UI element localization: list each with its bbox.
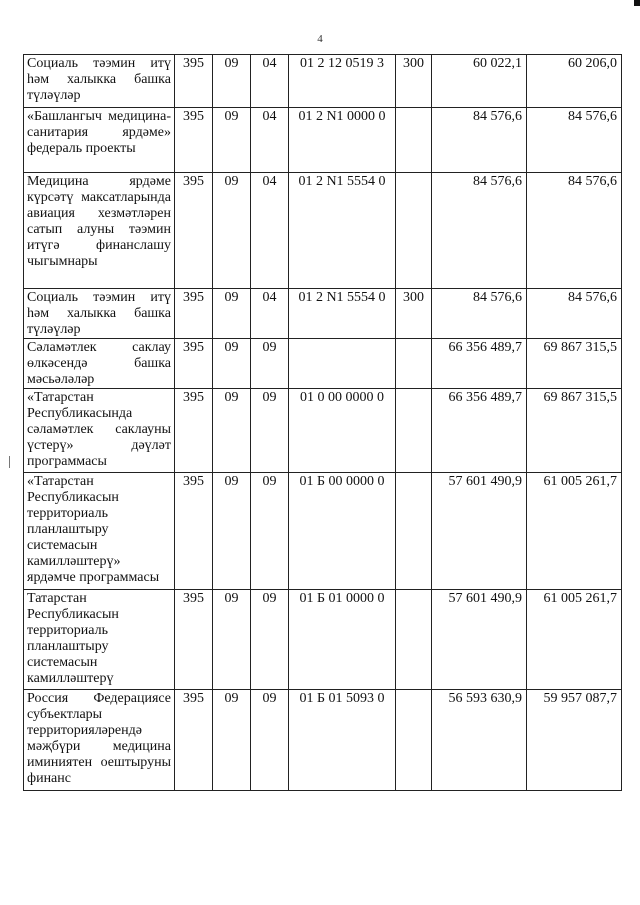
expense-type-cell [396,690,432,791]
amount-year2-cell: 59 957 087,7 [527,690,622,791]
row-name-cell: «Татарстан Республикасында сәламәтлек саклауны үстерү» дәүләт программасы [24,389,175,473]
table-row [24,690,622,791]
target-article-cell: 01 2 N1 5554 0 [289,173,396,289]
scan-corner-mark [634,0,640,6]
amount-year2-cell: 84 576,6 [527,108,622,173]
amount-year2-cell: 60 206,0 [527,55,622,108]
amount-year2-cell: 69 867 315,5 [527,389,622,473]
row-name-cell: «Башлангыч медицина-санитария ярдәме» федераль проекты [24,108,175,173]
table-row [24,473,622,590]
section-code-cell: 09 [213,55,251,108]
admin-code-cell: 395 [175,339,213,389]
expense-type-cell: 300 [396,55,432,108]
table-row [24,55,622,108]
target-article-cell: 01 2 N1 5554 0 [289,289,396,339]
row-name-cell: «Татарстан Республикасын территориаль планлаштыру системасын камилләштерү» ярдәмче программасы [24,473,175,590]
table-row [24,108,622,173]
table-row [24,339,622,389]
table-row [24,389,622,473]
subsection-code-cell: 04 [251,108,289,173]
subsection-code-cell: 09 [251,389,289,473]
table-row [24,289,622,339]
row-name-cell: Социаль тәэмин итү һәм халыкка башка түләүләр [24,289,175,339]
amount-year1-cell: 84 576,6 [432,108,527,173]
target-article-cell: 01 Б 00 0000 0 [289,473,396,590]
budget-table [23,54,622,791]
subsection-code-cell: 04 [251,289,289,339]
amount-year1-cell: 57 601 490,9 [432,473,527,590]
row-name-cell: Сәламәтлек саклау өлкәсендә башка мәсьәләләр [24,339,175,389]
amount-year1-cell: 60 022,1 [432,55,527,108]
target-article-cell: 01 Б 01 5093 0 [289,690,396,791]
row-name-cell: Медицина ярдәме күрсәтү максатларында авиация хезмәтләрен сатып алуны тәэмин итүгә финанслашу чыгымнары [24,173,175,289]
amount-year1-cell: 57 601 490,9 [432,590,527,690]
row-name-cell: Социаль тәэмин итү һәм халыкка башка түләүләр [24,55,175,108]
subsection-code-cell: 04 [251,173,289,289]
amount-year1-cell: 84 576,6 [432,289,527,339]
amount-year2-cell: 61 005 261,7 [527,473,622,590]
admin-code-cell: 395 [175,590,213,690]
section-code-cell: 09 [213,108,251,173]
target-article-cell: 01 2 N1 0000 0 [289,108,396,173]
subsection-code-cell: 04 [251,55,289,108]
page-number: 4 [317,33,323,45]
amount-year1-cell: 66 356 489,7 [432,389,527,473]
expense-type-cell [396,473,432,590]
section-code-cell: 09 [213,173,251,289]
section-code-cell: 09 [213,389,251,473]
table-row [24,173,622,289]
amount-year2-cell: 69 867 315,5 [527,339,622,389]
row-name-cell: Татарстан Республикасын территориаль планлаштыру системасын камилләштерү [24,590,175,690]
subsection-code-cell: 09 [251,339,289,389]
amount-year1-cell: 66 356 489,7 [432,339,527,389]
subsection-code-cell: 09 [251,473,289,590]
admin-code-cell: 395 [175,389,213,473]
expense-type-cell [396,389,432,473]
amount-year2-cell: 84 576,6 [527,173,622,289]
admin-code-cell: 395 [175,690,213,791]
section-code-cell: 09 [213,590,251,690]
subsection-code-cell: 09 [251,590,289,690]
expense-type-cell [396,173,432,289]
admin-code-cell: 395 [175,173,213,289]
subsection-code-cell: 09 [251,690,289,791]
amount-year1-cell: 56 593 630,9 [432,690,527,791]
target-article-cell: 01 0 00 0000 0 [289,389,396,473]
target-article-cell: 01 Б 01 0000 0 [289,590,396,690]
admin-code-cell: 395 [175,108,213,173]
target-article-cell: 01 2 12 0519 3 [289,55,396,108]
scan-margin-mark [9,456,10,468]
target-article-cell [289,339,396,389]
admin-code-cell: 395 [175,473,213,590]
admin-code-cell: 395 [175,289,213,339]
expense-type-cell [396,590,432,690]
expense-type-cell: 300 [396,289,432,339]
section-code-cell: 09 [213,690,251,791]
expense-type-cell [396,339,432,389]
section-code-cell: 09 [213,473,251,590]
row-name-cell: Россия Федерациясе субъектлары территорияләрендә мәҗбүри медицина иминиятен оештыруны финанс [24,690,175,791]
amount-year1-cell: 84 576,6 [432,173,527,289]
admin-code-cell: 395 [175,55,213,108]
section-code-cell: 09 [213,289,251,339]
table-row [24,590,622,690]
section-code-cell: 09 [213,339,251,389]
expense-type-cell [396,108,432,173]
amount-year2-cell: 84 576,6 [527,289,622,339]
amount-year2-cell: 61 005 261,7 [527,590,622,690]
